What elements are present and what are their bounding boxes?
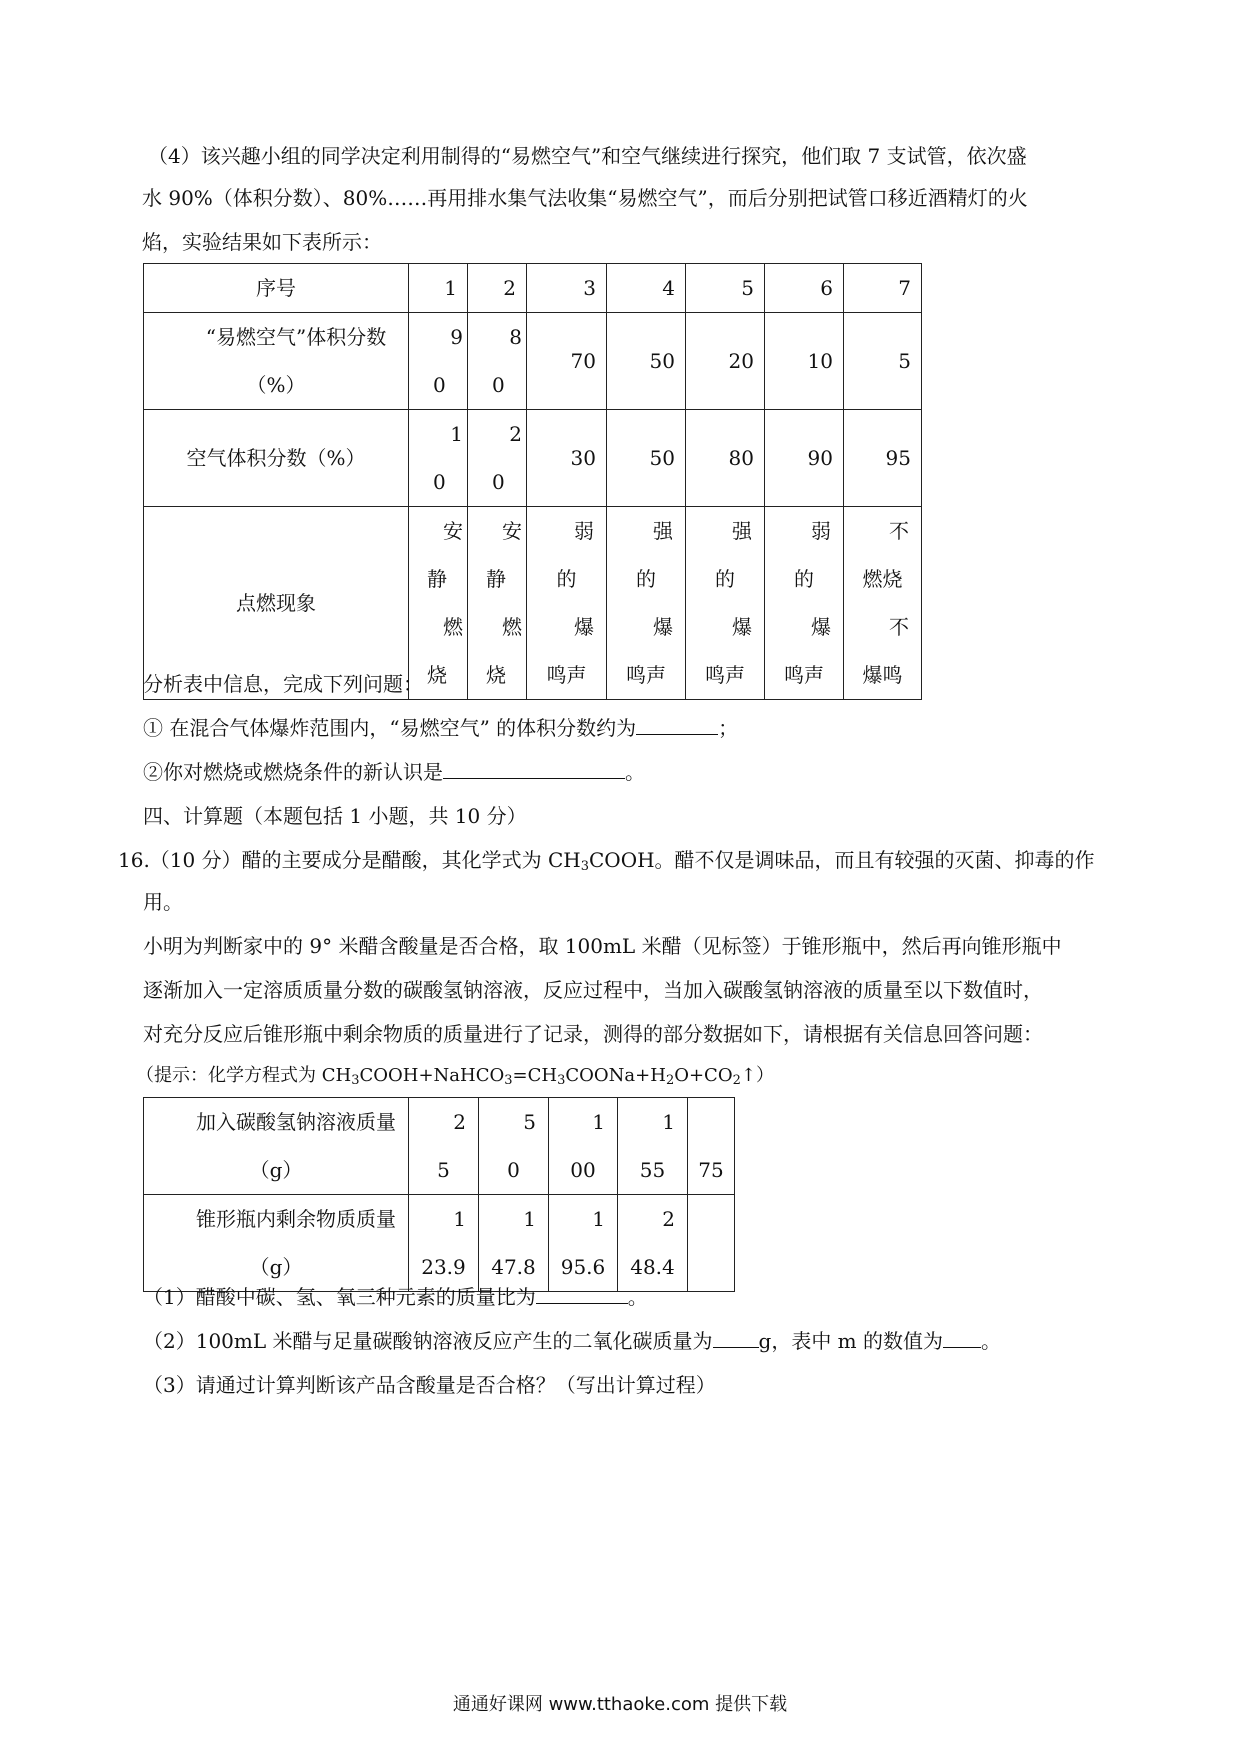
row-label-line: “易燃空气”体积分数 (205, 325, 387, 349)
table-row-label: 空气体积分数（%） (144, 410, 409, 507)
q16-line3: 小明为判断家中的 9° 米醋含酸量是否合格，取 100mL 米醋（见标签）于锥形瓶中，然后再向锥形瓶中 (143, 934, 1062, 958)
table-row-label (144, 313, 409, 410)
table-row (144, 264, 922, 313)
table-cell: 80 (686, 410, 765, 507)
table-cell: 2 48.4 (618, 1195, 688, 1292)
table-row (144, 1098, 735, 1195)
table-header-label: 序号 (144, 264, 409, 313)
table-row-label: 锥形瓶内剩余物质质量 （g） (144, 1195, 409, 1292)
table-cell: 1 47.8 (479, 1195, 549, 1292)
question-3: （3）请通过计算判断该产品含酸量是否合格？（写出计算过程） (143, 1373, 716, 1397)
table-cell: 30 (527, 410, 607, 507)
answer-blank[interactable] (636, 714, 718, 735)
q16-line5: 对充分反应后锥形瓶中剩余物质的质量进行了记录，测得的部分数据如下，请根据有关信息回答问题： (143, 1022, 1043, 1046)
experiment-table (143, 263, 922, 700)
table-cell: 75 (688, 1098, 735, 1195)
footer-watermark: 通通好课网 www.tthaoke.com 提供下载 (452, 1694, 788, 1715)
table-cell: 强 的 爆 鸣声 (686, 507, 765, 700)
question-1: （1）醋酸中碳、氢、氧三种元素的质量比为 。 (143, 1285, 648, 1309)
analysis-q1: ① 在混合气体爆炸范围内，“易燃空气” 的体积分数约为 ； (143, 716, 739, 740)
table-cell: 4 (607, 264, 686, 313)
q4-line2: 水 90%（体积分数）、80%……再用排水集气法收集“易燃空气”，而后分别把试管口移近酒精灯的火 (142, 186, 1028, 210)
q16-line4: 逐渐加入一定溶质质量分数的碳酸氢钠溶液，反应过程中，当加入碳酸氢钠溶液的质量至以下数值时， (143, 978, 1043, 1002)
table-cell: 5 (686, 264, 765, 313)
table-cell: 70 (527, 313, 607, 410)
table-cell: 95 (844, 410, 922, 507)
row-label-line: （%） (246, 373, 306, 397)
table-cell: 3 (527, 264, 607, 313)
table-row (144, 1195, 735, 1292)
answer-blank[interactable] (713, 1327, 759, 1348)
table-cell: 安 静 燃 烧 (468, 507, 527, 700)
table-cell: 弱 的 爆 鸣声 (527, 507, 607, 700)
table-cell: 2 (468, 264, 527, 313)
table-cell: 弱 的 爆 鸣声 (765, 507, 844, 700)
table-cell: 不 燃烧 不 爆鸣 (844, 507, 922, 700)
section-heading: 四、计算题（本题包括 1 小题，共 10 分） (143, 804, 527, 828)
table-row-label: 点燃现象 (144, 507, 409, 700)
analysis-q2: ②你对燃烧或燃烧条件的新认识是 。 (143, 760, 645, 784)
q4-line3: 焰，实验结果如下表所示： (142, 230, 382, 254)
table-cell: 6 (765, 264, 844, 313)
table-cell: 1 23.9 (409, 1195, 479, 1292)
table-cell (688, 1195, 735, 1292)
question-2: （2）100mL 米醋与足量碳酸钠溶液反应产生的二氧化碳质量为 g，表中 m 的数值为 。 (143, 1329, 1001, 1353)
table-cell: 20 (686, 313, 765, 410)
answer-blank[interactable] (443, 758, 625, 779)
table-cell: 2 5 (409, 1098, 479, 1195)
table-cell: 90 (765, 410, 844, 507)
table-cell: 50 (607, 313, 686, 410)
table-cell: 9 0 (409, 313, 468, 410)
reaction-table (143, 1097, 735, 1292)
q16-line2: 用。 (143, 890, 183, 914)
q16-line1: 16.（10 分）醋的主要成分是醋酸，其化学式为 $CH_3COOH$。醋不仅是调味品，而且有较强的灭菌、抑毒的作 (118, 848, 1095, 874)
table-cell: 安 静 燃 烧 (409, 507, 468, 700)
table-cell: 7 (844, 264, 922, 313)
table-cell: 5 0 (479, 1098, 549, 1195)
answer-blank[interactable] (536, 1283, 628, 1304)
table-row (144, 410, 922, 507)
table-cell: 10 (765, 313, 844, 410)
table-cell: 2 0 (468, 410, 527, 507)
table-row-label: 加入碳酸氢钠溶液质量 （g） (144, 1098, 409, 1195)
table-cell: 1 (409, 264, 468, 313)
q16-hint: （提示：化学方程式为 $CH_3COOH+NaHCO_3=CH_3COONa+H_2O+CO_2↑$） (136, 1065, 774, 1088)
table-cell: 8 0 (468, 313, 527, 410)
table-cell: 1 00 (549, 1098, 618, 1195)
analysis-intro: 分析表中信息，完成下列问题： (143, 672, 423, 696)
table-cell: 1 0 (409, 410, 468, 507)
table-cell: 强 的 爆 鸣声 (607, 507, 686, 700)
table-cell: 1 95.6 (549, 1195, 618, 1292)
table-cell: 5 (844, 313, 922, 410)
table-cell: 1 55 (618, 1098, 688, 1195)
q4-line1: （4）该兴趣小组的同学决定利用制得的“易燃空气”和空气继续进行探究，他们取 7 支试管，依次盛 (148, 144, 1027, 168)
answer-blank[interactable] (943, 1327, 981, 1348)
table-cell: 50 (607, 410, 686, 507)
table-row (144, 313, 922, 410)
